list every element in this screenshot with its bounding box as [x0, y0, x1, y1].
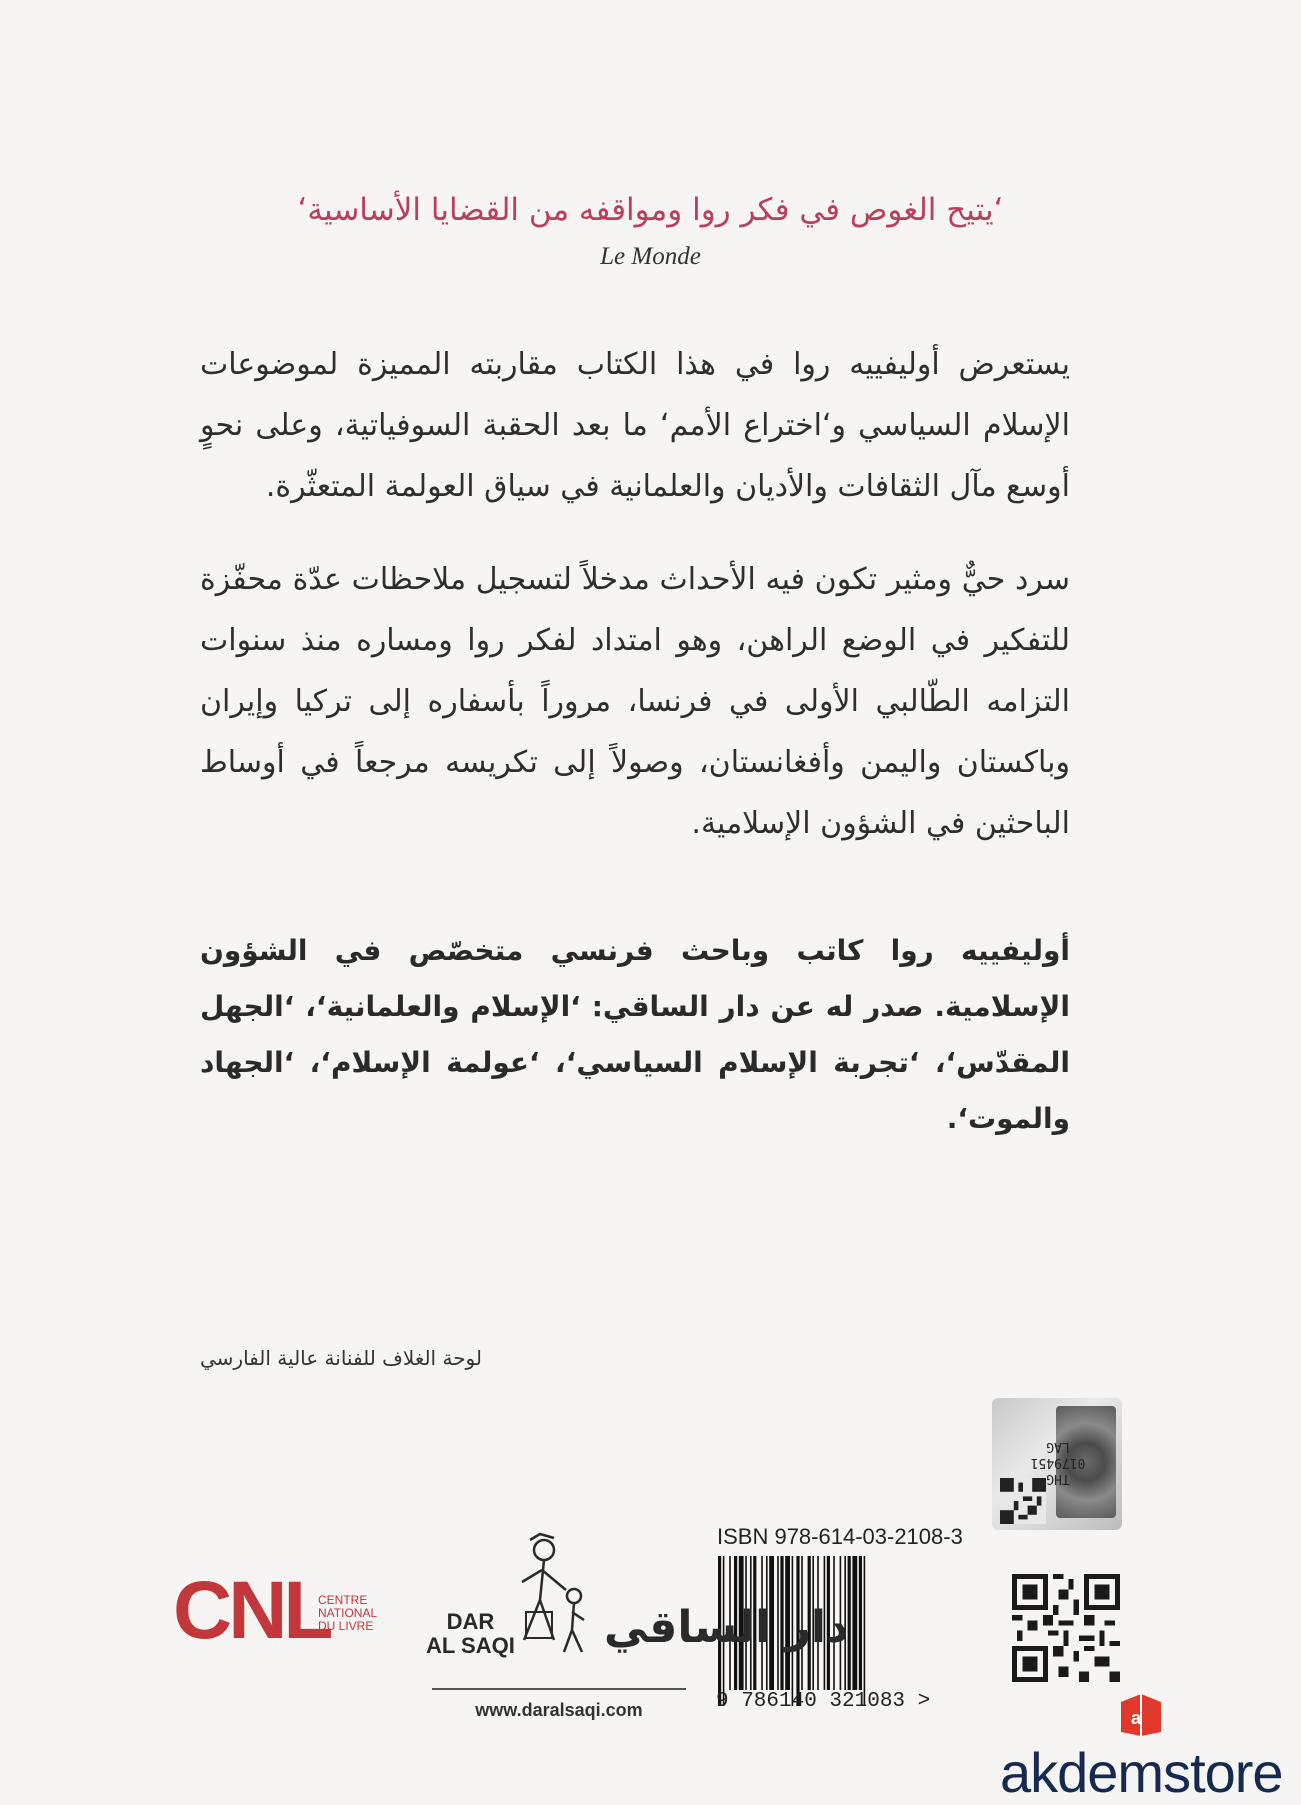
svg-text:a: a — [1131, 1708, 1142, 1728]
security-sticker — [992, 1398, 1122, 1530]
publisher-figure-icon — [510, 1530, 602, 1660]
barcode-digits: 9 786140 321083 > — [716, 1690, 931, 1713]
sticker-code: THG 0179451 LAG — [1030, 1439, 1086, 1486]
publisher-website: www.daralsaqi.com — [475, 1700, 643, 1720]
cnl-logo: CNL — [173, 1565, 330, 1656]
pull-quote: ‘يتيح الغوص في فكر روا ومواقفه من القضايا الأساسية‘ — [297, 192, 1004, 228]
description-paragraph: سرد حيٌّ ومثير تكون فيه الأحداث مدخلاً لتسجيل ملاحظات عدّة محفّزة للتفكير في الوضع الراهن، وهو امتداد لفكر روا ومساره منذ سنوات التزامه الطّالبي الأولى في فرنسا، مروراً بأسفاره إلى تركيا وإيران وباكستان واليمن وأفغانستان، وصولاً إلى تكريسه مرجعاً في أوساط الباحثين في الشؤون الإسلامية. — [200, 562, 1070, 841]
cover-credit: لوحة الغلاف للفنانة عالية الفارسي — [200, 1346, 482, 1370]
sticker-qr-icon — [1000, 1478, 1046, 1524]
quote-source: Le Monde — [600, 243, 701, 270]
isbn-label: ISBN 978-614-03-2108-3 — [717, 1524, 963, 1549]
author-bio: أوليفييه روا كاتب وباحث فرنسي متخصّص في الشؤون الإسلامية. صدر له عن دار الساقي: ‘الإسلام والعلمانية‘، ‘الجهل المقدّس‘، ‘تجربة الإسلام السياسي‘، ‘عولمة الإسلام‘، ‘الجهاد والموت‘. — [200, 934, 1070, 1135]
store-watermark: akdemstore — [1000, 1741, 1283, 1804]
description-paragraph: يستعرض أوليفييه روا في هذا الكتاب مقاربته المميزة لموضوعات الإسلام السياسي و‘اختراع الأمم‘ ما بعد الحقبة السوفياتية، وعلى نحوٍ أوسع مآل الثقافات والأديان والعلمانية في سياق العولمة المتعثّرة. — [200, 347, 1070, 504]
publisher-name-ar: دار الساقي — [604, 1602, 849, 1653]
qr-code-icon — [1012, 1574, 1120, 1682]
book-cart-icon — [1117, 1688, 1165, 1738]
publisher-name-en: DAR AL SAQI — [426, 1609, 515, 1658]
divider — [432, 1688, 686, 1690]
cnl-logo-subtitle: CENTRE NATIONAL DU LIVRE — [318, 1593, 378, 1633]
